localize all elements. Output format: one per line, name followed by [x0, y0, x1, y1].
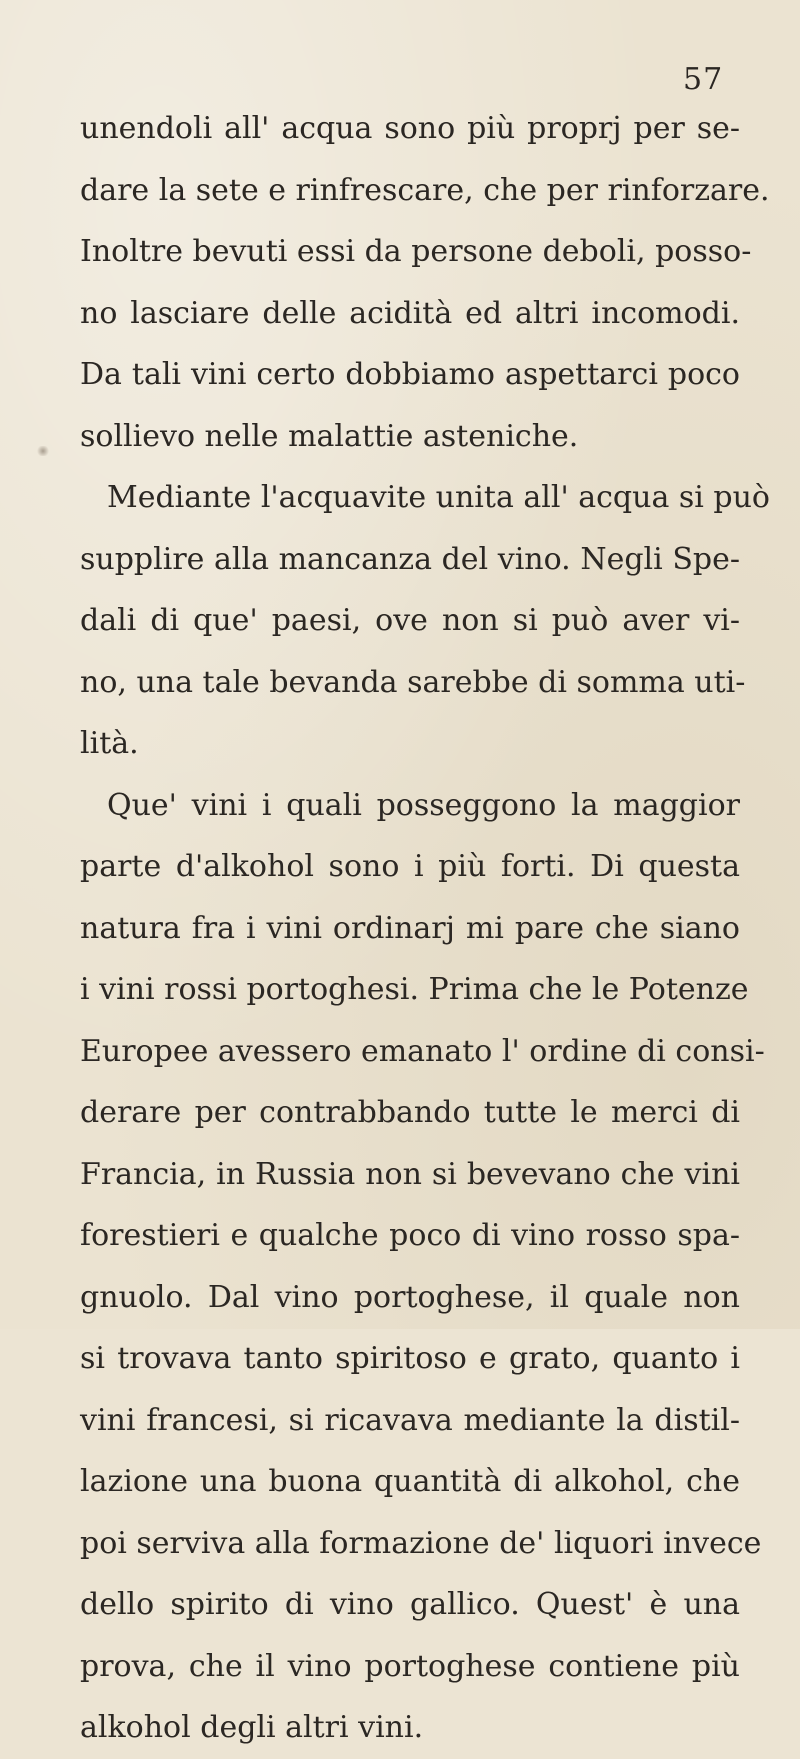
- text-line: Francia, in Russia non si bevevano che vini: [80, 1156, 740, 1192]
- text-line: derare per contrabbando tutte le merci di: [80, 1095, 740, 1130]
- text-line: dello spirito di vino gallico. Quest' è una: [80, 1587, 740, 1622]
- text-line: dare la sete e rinfrescare, che per rinforzare.: [80, 172, 770, 208]
- text-line: gnuolo. Dal vino portoghese, il quale non: [80, 1279, 740, 1315]
- text-line: lità.: [80, 726, 139, 761]
- text-line: vini francesi, si ricavava mediante la distil-: [80, 1402, 740, 1438]
- text-line: no, una tale bevanda sarebbe di somma uti-: [80, 664, 746, 700]
- text-line: poi serviva alla formazione de' liquori invece: [80, 1525, 762, 1561]
- text-line: dali di que' paesi, ove non si può aver vi-: [80, 603, 740, 638]
- text-line: no lasciare delle acidità ed altri incomodi.: [80, 295, 740, 331]
- text-line: Que' vini i quali posseggono la maggior: [107, 787, 740, 823]
- text-line: Mediante l'acquavite unita all' acqua si può: [107, 480, 770, 515]
- text-line: alkohol degli altri vini.: [80, 1710, 424, 1745]
- text-line: natura fra i vini ordinarj mi pare che siano: [80, 910, 740, 946]
- body-text: [80, 98, 770, 1759]
- ink-spot: [36, 446, 50, 456]
- text-line: prova, che il vino portoghese contiene più: [80, 1648, 740, 1684]
- page-number: 57: [683, 62, 724, 97]
- text-line: supplire alla mancanza del vino. Negli Spe-: [80, 541, 740, 577]
- text-line: unendoli all' acqua sono più proprj per se-: [80, 111, 740, 146]
- text-line: i vini rossi portoghesi. Prima che le Potenze: [80, 972, 749, 1007]
- text-line: Inoltre bevuti essi da persone deboli, posso-: [80, 234, 752, 269]
- text-line: Europee avessero emanato l' ordine di consi-: [80, 1033, 765, 1069]
- text-line: sollievo nelle malattie asteniche.: [80, 418, 579, 454]
- text-line: lazione una buona quantità di alkohol, che: [80, 1464, 740, 1499]
- text-line: forestieri e qualche poco di vino rosso spa-: [80, 1218, 740, 1253]
- text-line: parte d'alkohol sono i più forti. Di questa: [80, 849, 740, 884]
- text-line: si trovava tanto spiritoso e grato, quanto i: [80, 1341, 740, 1376]
- text-line: Da tali vini certo dobbiamo aspettarci poco: [80, 357, 740, 392]
